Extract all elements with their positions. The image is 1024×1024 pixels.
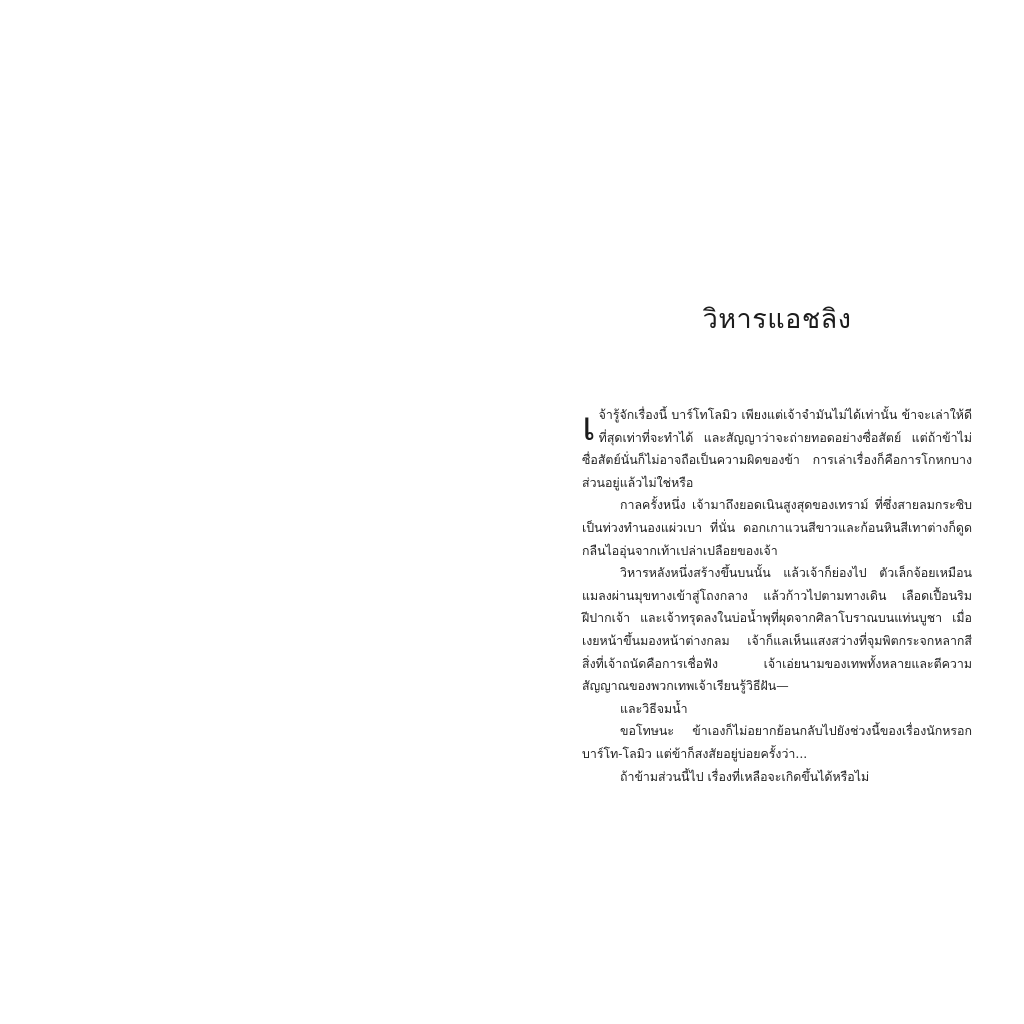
paragraph-1 xyxy=(582,404,972,494)
paragraph-3: วิหารหลังหนึ่งสร้างขึ้นบนนั้น แล้วเจ้าก็ย่องไป ตัวเล็กจ้อยเหมือนแมลงผ่านมุขทางเข้าสู่โถงกลาง แล้วก้าวไปตามทางเดิน เลือดเปื้อนริมฝีปากเจ้า และเจ้าทรุดลงในบ่อน้ำพุที่ผุดจากศิลาโบราณบนแท่นบูชา เมื่อเงยหน้าขึ้นมองหน้าต่างกลม เจ้าก็แลเห็นแสงสว่างที่จุมพิตกระจกหลากสี สิ่งที่เจ้าถนัดคือการเชื่อฟัง เจ้าเอ่ยนามของเทพทั้งหลายและตีความสัญญาณของพวกเทพเจ้าเรียนรู้วิธีฝัน— xyxy=(582,565,972,694)
chapter-title: วิหารแอชลิง xyxy=(702,304,852,336)
paragraph-5: ขอโทษนะ ข้าเองก็ไม่อยากย้อนกลับไปยังช่วงนี้ของเรื่องนักหรอก บาร์โท-โลมิว แต่ข้าก็สงสัยอยู่บ่อยครั้งว่า... xyxy=(582,723,972,761)
paragraph-2: กาลครั้งหนึ่ง เจ้ามาถึงยอดเนินสูงสุดของเทราม์ ที่ซึ่งสายลมกระซิบเป็นท่วงทำนองแผ่วเบา ที่นั่น ดอกเกาแวนสีขาวและก้อนหินสีเทาต่างก็ดูดกลืนไออุ่นจากเท้าเปล่าเปลือยของเจ้า xyxy=(582,497,972,558)
paragraph-6: ถ้าข้ามส่วนนี้ไป เรื่องที่เหลือจะเกิดขึ้นได้หรือไม่ xyxy=(620,768,870,784)
chapter-body xyxy=(582,404,972,788)
paragraph-4: และวิธีจมน้ำ xyxy=(620,700,688,716)
paragraph-1-text: จ้ารู้จักเรื่องนี้ บาร์โทโลมิว เพียงแต่เจ้าจำมันไม่ได้เท่านั้น ข้าจะเล่าให้ดีที่สุดเท่าที่จะทำได้ และสัญญาว่าจะถ่ายทอดอย่างซื่อสัตย์ แต่ถ้าข้าไม่ซื่อสัตย์นั่นก็ไม่อาจถือเป็นความผิดของข้า การเล่าเรื่องก็คือการโกหกบางส่วนอยู่แล้วไม่ใช่หรือ xyxy=(582,407,972,490)
drop-cap: เ xyxy=(582,404,596,450)
